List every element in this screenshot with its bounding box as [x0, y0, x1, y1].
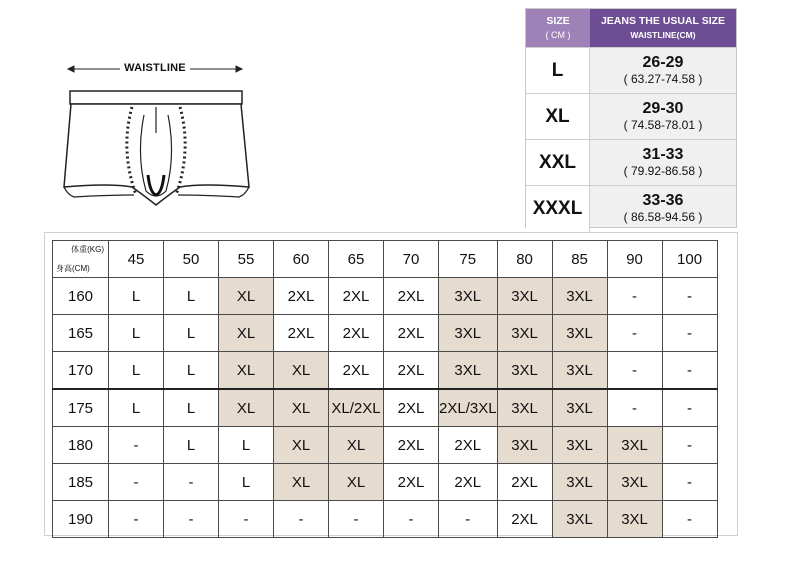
size-cell: -: [662, 389, 717, 427]
size-cell: 2XL: [384, 352, 439, 390]
weight-header-cell: 85: [552, 241, 607, 278]
size-cell: 3XL: [552, 501, 607, 538]
size-cell: 3XL: [497, 315, 552, 352]
height-cell: 170: [53, 352, 109, 390]
jeans-range: 29-30: [642, 100, 684, 117]
size-cell: L: [164, 352, 219, 390]
size-cell: 3XL: [552, 352, 607, 390]
size-cell: L: [164, 315, 219, 352]
size-cell: -: [329, 501, 384, 538]
size-cell: 3XL: [607, 464, 662, 501]
size-cell: 2XL: [329, 315, 384, 352]
size-cell: XL/2XL: [329, 389, 384, 427]
size-cell: 2XL: [384, 278, 439, 315]
height-row: [53, 278, 718, 315]
size-cell: 3XL: [552, 389, 607, 427]
size-cell: XL: [274, 389, 329, 427]
size-cell: 2XL: [329, 352, 384, 390]
weight-header-cell: 100: [662, 241, 717, 278]
waist-cm-range: ( 74.58-78.01 ): [623, 118, 703, 132]
size-cell: XL: [274, 427, 329, 464]
size-cell: 3XL: [552, 464, 607, 501]
size-cell: XL: [329, 427, 384, 464]
size-cell: 2XL: [274, 315, 329, 352]
size-cell: -: [607, 315, 662, 352]
weight-header-cell: 75: [439, 241, 498, 278]
weight-header-cell: 60: [274, 241, 329, 278]
size-cell: L: [219, 464, 274, 501]
size-row: [526, 139, 736, 186]
size-cell: 3XL: [552, 315, 607, 352]
size-row: [526, 185, 736, 232]
height-cell: 185: [53, 464, 109, 501]
size-cell: -: [662, 278, 717, 315]
size-cell: L: [219, 427, 274, 464]
weight-header-cell: 45: [109, 241, 164, 278]
size-cell: L: [109, 278, 164, 315]
weight-height-size-grid: [44, 232, 738, 536]
size-cell: XL: [274, 464, 329, 501]
size-cell: 2XL: [384, 464, 439, 501]
size-cell: XL: [219, 352, 274, 390]
size-cell: 2XL: [384, 315, 439, 352]
size-cell: 2XL: [384, 427, 439, 464]
size-header-unit: ( CM ): [545, 30, 571, 40]
size-value: L: [526, 48, 590, 94]
jeans-range: 33-36: [642, 192, 684, 209]
size-cell: 3XL: [439, 352, 498, 390]
size-cell: 2XL: [497, 464, 552, 501]
size-cell: 2XL/3XL: [439, 389, 498, 427]
size-reference-table: [525, 8, 737, 228]
height-row: [53, 427, 718, 464]
waistline-label: WAISTLINE: [120, 62, 190, 74]
height-row: [53, 352, 718, 390]
size-cell: XL: [329, 464, 384, 501]
size-row: [526, 93, 736, 140]
size-cell: XL: [219, 389, 274, 427]
size-cell: -: [109, 427, 164, 464]
weight-header-cell: 90: [607, 241, 662, 278]
size-header: [526, 9, 590, 47]
size-row: [526, 47, 736, 94]
weight-header-cell: 55: [219, 241, 274, 278]
height-row: [53, 315, 718, 352]
briefs-diagram: [50, 55, 280, 225]
height-row: [53, 501, 718, 538]
size-cell: -: [607, 352, 662, 390]
size-cell: -: [384, 501, 439, 538]
size-cell: 2XL: [274, 278, 329, 315]
size-cell: L: [109, 352, 164, 390]
height-cell: 165: [53, 315, 109, 352]
weight-header-cell: 50: [164, 241, 219, 278]
size-cell: -: [164, 464, 219, 501]
size-cell: 3XL: [497, 389, 552, 427]
size-cell: 2XL: [439, 427, 498, 464]
size-header-label: SIZE: [546, 15, 570, 27]
size-cell: L: [109, 389, 164, 427]
waist-cm-range: ( 86.58-94.56 ): [623, 210, 703, 224]
height-cell: 175: [53, 389, 109, 427]
size-cell: 3XL: [497, 427, 552, 464]
size-cell: -: [439, 501, 498, 538]
weight-header-row: [53, 241, 718, 278]
size-cell: L: [164, 278, 219, 315]
size-cell: 3XL: [497, 352, 552, 390]
size-cell: L: [164, 389, 219, 427]
jeans-range: 31-33: [642, 146, 684, 163]
size-value: XXXL: [526, 186, 590, 232]
size-cell: -: [109, 501, 164, 538]
size-cell: -: [662, 501, 717, 538]
size-cell: L: [109, 315, 164, 352]
size-cell: 2XL: [439, 464, 498, 501]
size-cell: -: [274, 501, 329, 538]
jeans-header-label: JEANS THE USUAL SIZE: [600, 15, 726, 27]
weight-header-cell: 65: [329, 241, 384, 278]
size-cell: -: [607, 389, 662, 427]
size-cell: -: [662, 315, 717, 352]
height-axis-label: 身高(CM): [56, 264, 90, 273]
waistband: [70, 91, 242, 104]
size-value: XXL: [526, 140, 590, 186]
waist-cm-range: ( 63.27-74.58 ): [623, 72, 703, 86]
weight-header-cell: 80: [497, 241, 552, 278]
size-cell: -: [662, 352, 717, 390]
size-cell: -: [164, 501, 219, 538]
size-cell: 3XL: [439, 315, 498, 352]
size-value: XL: [526, 94, 590, 140]
size-cell: 2XL: [384, 389, 439, 427]
size-cell: XL: [274, 352, 329, 390]
size-cell: L: [164, 427, 219, 464]
size-cell: 3XL: [439, 278, 498, 315]
grid-corner: [53, 241, 109, 278]
jeans-header: [590, 9, 736, 47]
size-cell: XL: [219, 315, 274, 352]
size-cell: -: [662, 427, 717, 464]
size-cell: -: [607, 278, 662, 315]
weight-axis-label: 体重(KG): [71, 245, 104, 254]
size-cell: 3XL: [552, 427, 607, 464]
height-cell: 180: [53, 427, 109, 464]
size-cell: 2XL: [497, 501, 552, 538]
jeans-range: 26-29: [642, 54, 684, 71]
height-cell: 160: [53, 278, 109, 315]
size-cell: -: [662, 464, 717, 501]
height-row: [53, 389, 718, 427]
waistline-header-label: WAISTLINE(CM): [630, 30, 696, 40]
size-cell: 3XL: [607, 427, 662, 464]
waist-cm-range: ( 79.92-86.58 ): [623, 164, 703, 178]
height-cell: 190: [53, 501, 109, 538]
size-cell: 3XL: [552, 278, 607, 315]
size-grid-table: [52, 240, 718, 538]
size-cell: XL: [219, 278, 274, 315]
size-cell: 2XL: [329, 278, 384, 315]
size-cell: -: [109, 464, 164, 501]
size-cell: 3XL: [607, 501, 662, 538]
size-cell: 3XL: [497, 278, 552, 315]
height-row: [53, 464, 718, 501]
size-cell: -: [219, 501, 274, 538]
weight-header-cell: 70: [384, 241, 439, 278]
